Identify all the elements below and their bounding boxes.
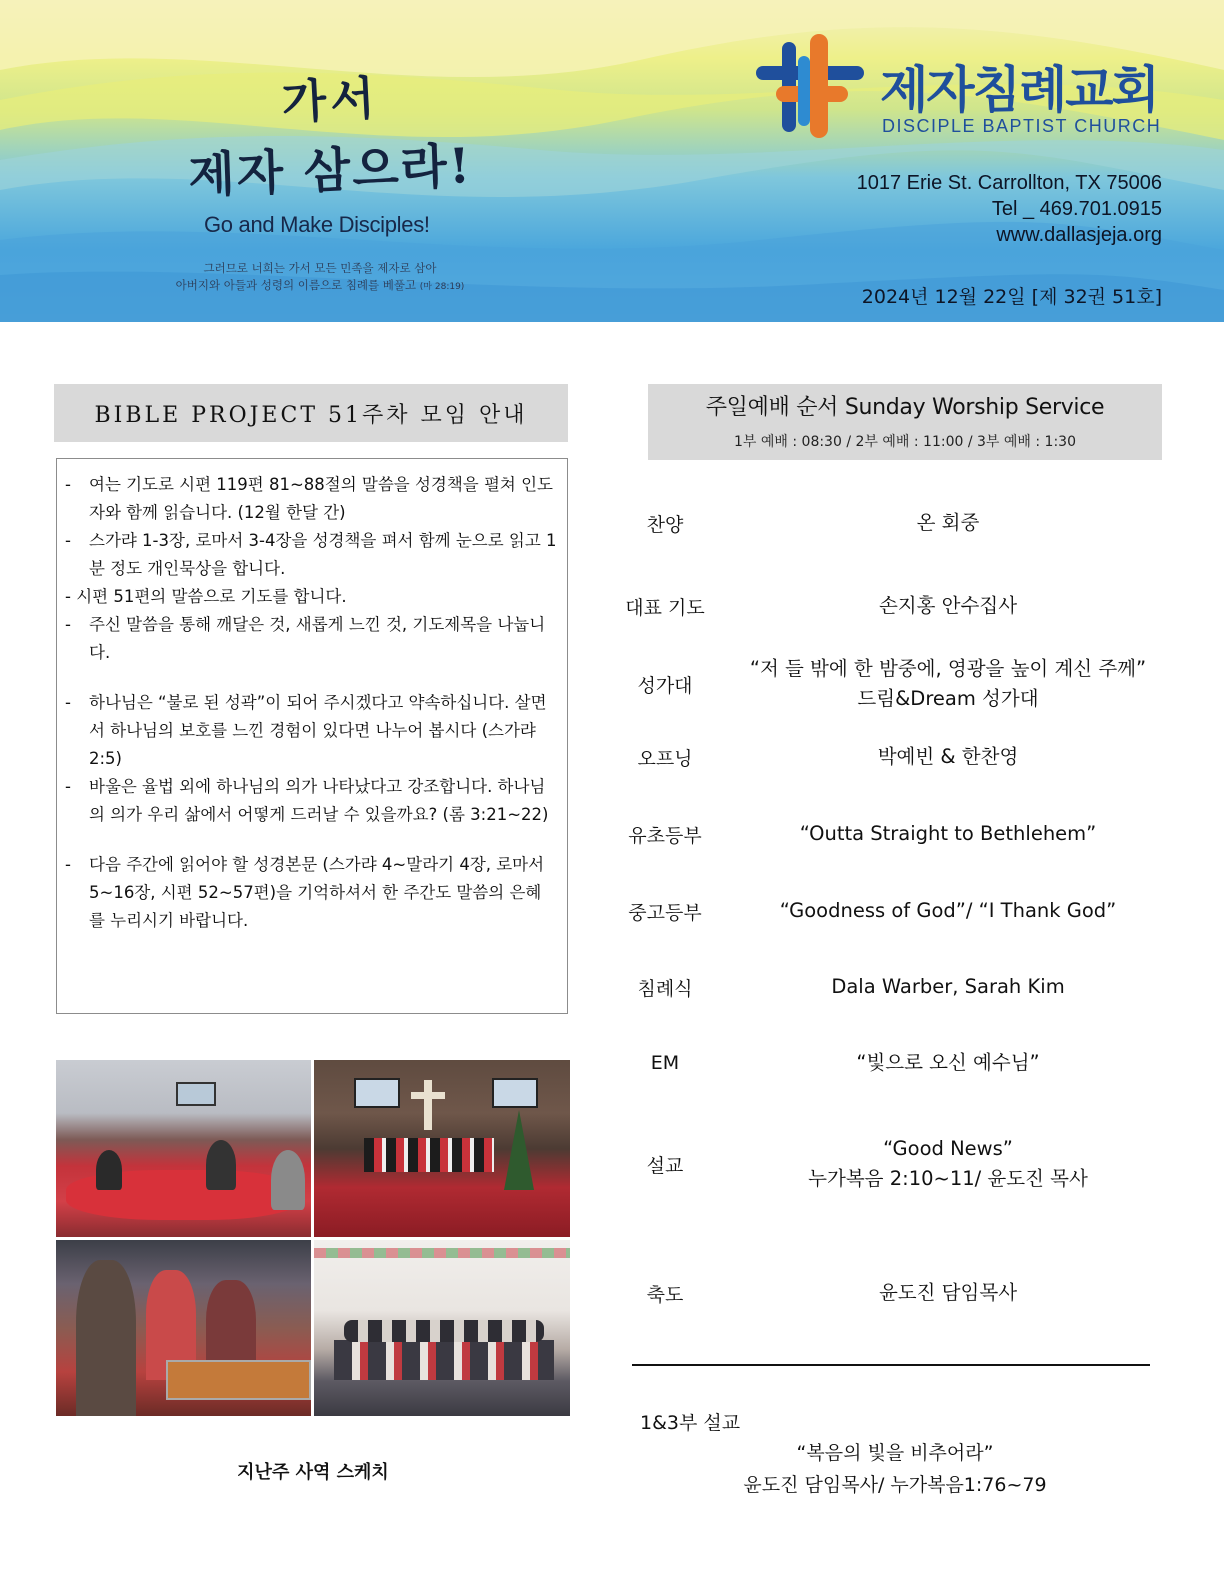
order-label: 유초등부 xyxy=(628,824,702,847)
list-item-text: 여는 기도로 시편 119편 81~88절의 말씀을 성경책을 펼쳐 인도자와 함께 읽습니다. (12월 한달 간) xyxy=(89,475,553,522)
verse-line-2: 아버지와 아들과 성령의 이름으로 침례를 베풀고 xyxy=(175,278,417,292)
church-cross-logo-icon xyxy=(756,34,868,138)
ministry-photo-collage xyxy=(56,1060,570,1416)
order-value xyxy=(734,654,1162,714)
list-item-text: 다음 주간에 읽어야 할 성경본문 (스가랴 4~말라기 4장, 로마서 5~16장, 시편 52~57편)을 기억하셔서 한 주간도 말씀의 은혜를 누리시기 바랍니다. xyxy=(89,855,545,930)
list-item xyxy=(65,471,557,527)
order-value: “빛으로 오신 예수님” xyxy=(856,1051,1040,1074)
order-value: 손지홍 안수집사 xyxy=(878,594,1018,617)
order-label: 중고등부 xyxy=(628,901,702,924)
order-row-benediction xyxy=(596,1278,1162,1308)
list-dash: - xyxy=(65,777,71,796)
worship-service-header xyxy=(648,384,1162,460)
list-dash: - xyxy=(65,693,71,712)
contact-info xyxy=(857,170,1162,248)
order-label: 성가대 xyxy=(637,674,693,697)
sermon-13-label: 1&3부 설교 xyxy=(640,1412,741,1434)
order-value: Dala Warber, Sarah Kim xyxy=(831,975,1065,998)
order-row-baptism xyxy=(596,972,1162,1002)
worship-title: 주일예배 순서 Sunday Worship Service xyxy=(705,395,1105,420)
list-item xyxy=(65,689,557,773)
order-row-youth xyxy=(596,896,1162,926)
list-item xyxy=(65,773,557,829)
sermon-13-preacher: 윤도진 담임목사/ 누가복음1:76~79 xyxy=(743,1474,1047,1496)
sermon-13-title: “복음의 빛을 비추어라” xyxy=(796,1442,994,1464)
church-name-korean: 제자침례교회 xyxy=(880,61,1158,119)
order-row-prayer xyxy=(596,591,1162,621)
order-row-children xyxy=(596,819,1162,849)
list-item-text: 하나님은 “불로 된 성곽”이 되어 주시겠다고 약속하십니다. 살면서 하나님의 보호를 느낀 경험이 있다면 나누어 봅시다 (스가랴 2:5) xyxy=(89,693,547,768)
service-times: 1부 예배 : 08:30 / 2부 예배 : 11:00 / 3부 예배 : 1:30 xyxy=(733,434,1076,450)
slogan-line-2: 제자 삼으라! xyxy=(187,138,473,204)
slogan-english: Go and Make Disciples! xyxy=(204,212,430,237)
slogan-korean xyxy=(160,64,500,204)
photo-serving-food xyxy=(56,1240,311,1416)
order-value-line-2: 누가복음 2:10~11/ 윤도진 목사 xyxy=(808,1167,1088,1190)
list-dash: - xyxy=(65,531,71,550)
address: 1017 Erie St. Carrollton, TX 75006 xyxy=(856,172,1162,194)
photo-fellowship-dinner xyxy=(56,1060,311,1237)
list-item-text: 바울은 율법 외에 하나님의 의가 나타났다고 강조합니다. 하나님의 의가 우리 삶에서 어떻게 드러날 수 있을까요? (롬 3:21~22) xyxy=(89,777,549,824)
order-value-line-2: 드림&Dream 성가대 xyxy=(857,687,1039,710)
order-label: EM xyxy=(650,1052,680,1074)
bible-project-title: BIBLE PROJECT 51주차 모임 안내 xyxy=(54,384,568,442)
verse-reference: (마 28:19) xyxy=(419,282,465,292)
list-item xyxy=(65,527,557,583)
list-dash: - xyxy=(65,615,71,634)
list-item-text: - 시편 51편의 말씀으로 기도를 합니다. xyxy=(65,587,347,606)
order-row-em xyxy=(596,1048,1162,1078)
list-item-text: 스가랴 1-3장, 로마서 3-4장을 성경책을 펴서 함께 눈으로 읽고 1분 정도 개인묵상을 합니다. xyxy=(89,531,557,578)
order-label: 침례식 xyxy=(637,977,693,1000)
order-label: 대표 기도 xyxy=(625,596,705,619)
order-label: 축도 xyxy=(646,1283,684,1306)
section-divider xyxy=(632,1364,1150,1366)
order-value-line-1: “저 들 밖에 한 밤중에, 영광을 높이 계신 주께” xyxy=(749,657,1147,680)
order-row-opening xyxy=(596,742,1162,772)
order-label: 오프닝 xyxy=(637,747,693,770)
order-row-sermon xyxy=(596,1134,1162,1194)
list-dash: - xyxy=(65,855,71,874)
list-dash: - xyxy=(65,475,71,494)
scripture-verse xyxy=(170,260,470,296)
verse-line-1: 그러므로 너희는 가서 모든 민족을 제자로 삼아 xyxy=(203,261,437,275)
order-row-choir xyxy=(596,654,1162,714)
church-name-english: DISCIPLE BAPTIST CHURCH xyxy=(882,116,1162,136)
list-item xyxy=(65,851,557,935)
header-banner xyxy=(0,0,1224,322)
photo-children-group xyxy=(314,1240,570,1416)
order-label: 찬양 xyxy=(646,513,684,536)
list-item-text: 주신 말씀을 통해 깨달은 것, 새롭게 느낀 것, 기도제목을 나눕니다. xyxy=(89,615,546,662)
order-value xyxy=(734,1134,1162,1194)
order-row-praise xyxy=(596,508,1162,538)
photo-caption: 지난주 사역 스케치 xyxy=(237,1462,389,1483)
order-value: 윤도진 담임목사 xyxy=(878,1281,1018,1304)
list-item xyxy=(65,611,557,667)
bible-project-box xyxy=(56,458,568,1014)
telephone: Tel _ 469.701.0915 xyxy=(991,198,1162,220)
order-value: 온 회중 xyxy=(916,511,980,534)
website-link[interactable]: www.dallasjeja.org xyxy=(996,224,1162,246)
order-label: 설교 xyxy=(646,1154,684,1177)
photo-choir-service xyxy=(314,1060,570,1237)
issue-date: 2024년 12월 22일 [제 32권 51호] xyxy=(861,286,1162,308)
slogan-line-1: 가서 xyxy=(280,70,380,130)
order-value-line-1: “Good News” xyxy=(883,1137,1013,1160)
list-item xyxy=(65,583,557,611)
order-value: “Outta Straight to Bethlehem” xyxy=(799,822,1097,845)
order-value: “Goodness of God”/ “I Thank God” xyxy=(779,899,1117,922)
order-value: 박예빈 & 한찬영 xyxy=(877,745,1019,768)
